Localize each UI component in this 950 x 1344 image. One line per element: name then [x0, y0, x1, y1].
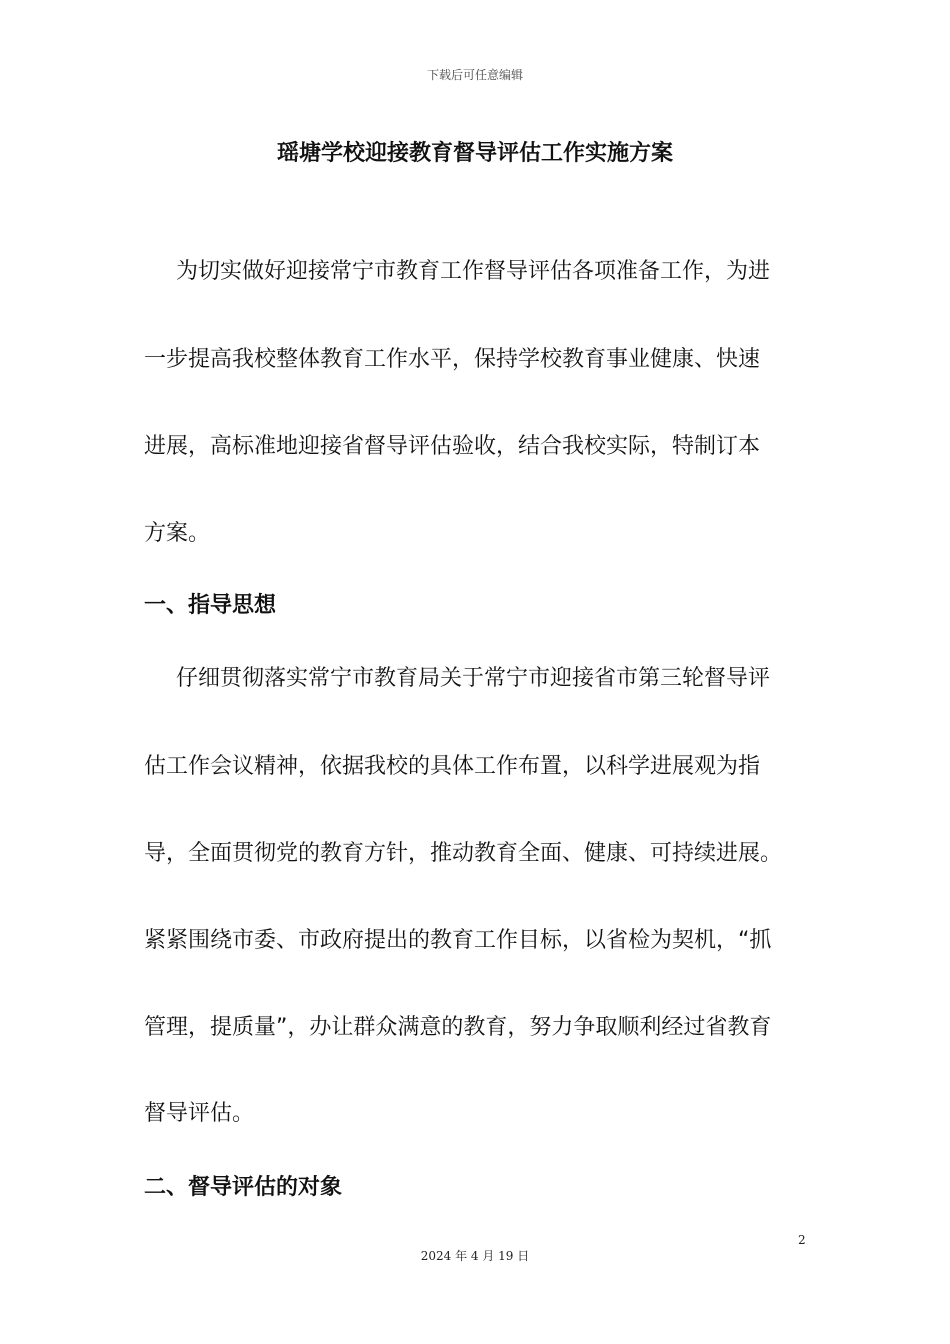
section1-line-6: 督导评估。 — [144, 1101, 255, 1126]
intro-line-3: 进展，高标准地迎接省督导评估验收，结合我校实际，特制订本 — [144, 434, 761, 459]
section-heading-evaluation-target: 二、督导评估的对象 — [144, 1175, 343, 1200]
intro-line-1: 为切实做好迎接常宁市教育工作督导评估各项准备工作，为进 — [176, 259, 771, 284]
footer-date: 2024 年 4 月 19 日 — [420, 1249, 530, 1263]
section1-line-3: 导，全面贯彻党的教育方针，推动教育全面、健康、可持续进展。 — [144, 841, 783, 866]
section1-line-4: 紧紧围绕市委、市政府提出的教育工作目标，以省检为契机，“抓 — [144, 928, 772, 953]
section-heading-guiding-thought: 一、指导思想 — [144, 593, 277, 618]
page-number: 2 — [798, 1233, 806, 1247]
intro-line-4: 方案。 — [144, 521, 211, 546]
intro-line-2: 一步提高我校整体教育工作水平，保持学校教育事业健康、快速 — [144, 347, 761, 372]
section1-line-5: 管理，提质量”，办让群众满意的教育，努力争取顺利经过省教育 — [144, 1015, 772, 1040]
document-title: 瑶塘学校迎接教育督导评估工作实施方案 — [276, 141, 673, 166]
section1-line-1: 仔细贯彻落实常宁市教育局关于常宁市迎接省市第三轮督导评 — [176, 666, 771, 691]
header-note: 下载后可任意编辑 — [426, 68, 523, 82]
section1-line-2: 估工作会议精神，依据我校的具体工作布置，以科学进展观为指 — [144, 754, 761, 779]
